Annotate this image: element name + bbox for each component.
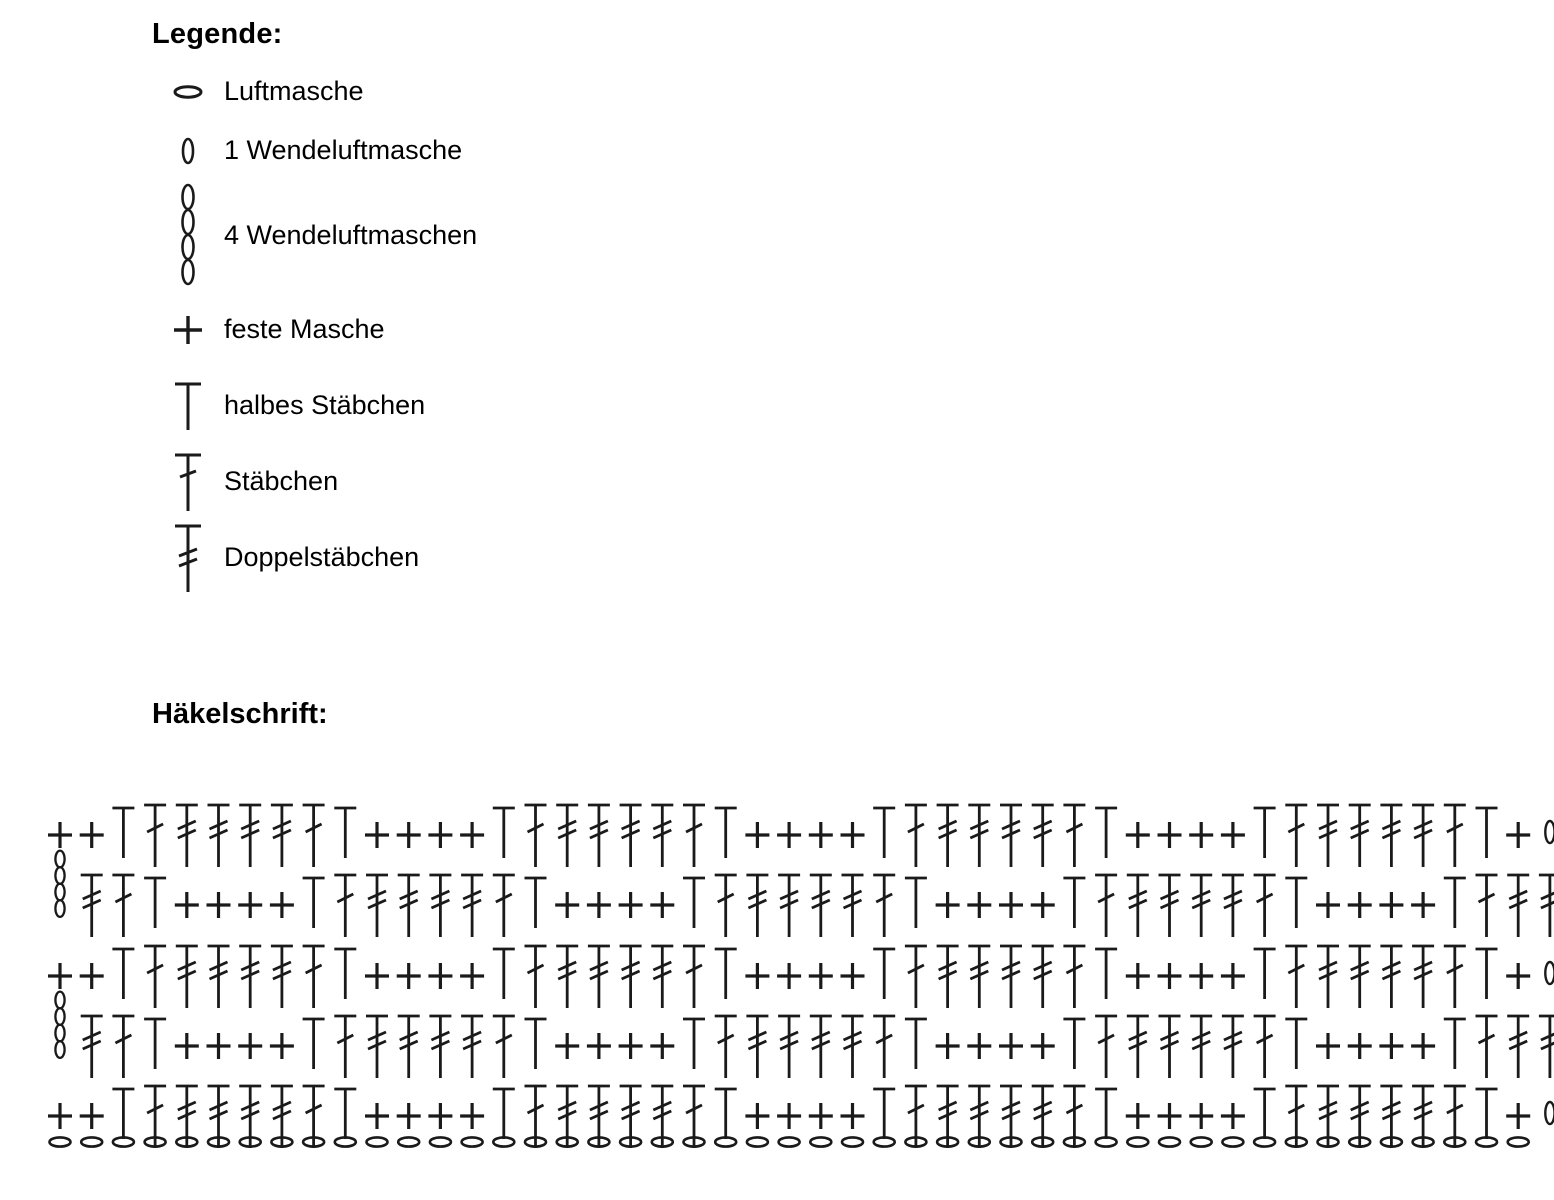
treble-crochet-icon [1349, 805, 1371, 867]
double-crochet-icon [1095, 1016, 1117, 1078]
treble-crochet-icon [1127, 1016, 1149, 1078]
treble-crochet-icon [271, 946, 293, 1008]
legend-item-label: feste Masche [224, 314, 385, 345]
treble-crochet-icon [429, 1016, 451, 1078]
treble-crochet-icon [208, 805, 230, 867]
half-double-crochet-icon [1254, 949, 1276, 999]
single-crochet-plus-icon [650, 892, 674, 918]
single-crochet-plus-icon [936, 1033, 960, 1059]
chart-canvas [0, 780, 1554, 1180]
single-crochet-plus-icon [238, 892, 262, 918]
single-crochet-plus-icon [555, 1033, 579, 1059]
treble-crochet-icon [1317, 805, 1339, 867]
single-crochet-plus-icon [1506, 963, 1530, 989]
single-crochet-plus-icon [428, 822, 452, 848]
double-crochet-icon [1063, 805, 1085, 867]
treble-crochet-icon [1190, 875, 1212, 937]
chain-horizontal-icon [81, 1137, 102, 1146]
chain-horizontal-icon [1159, 1137, 1180, 1146]
single-crochet-plus-icon [809, 963, 833, 989]
half-double-crochet-icon [715, 1089, 737, 1139]
double-crochet-icon [525, 805, 547, 867]
single-crochet-plus-icon [1158, 1103, 1182, 1129]
single-crochet-plus-icon [80, 822, 104, 848]
double-crochet-icon [152, 447, 224, 517]
single-crochet-plus-icon [841, 963, 865, 989]
double-crochet-icon [715, 1016, 737, 1078]
single-crochet-plus-icon [745, 1103, 769, 1129]
treble-crochet-icon [1380, 946, 1402, 1008]
single-crochet-plus-icon [1506, 822, 1530, 848]
single-crochet-plus-icon [365, 1103, 389, 1129]
single-crochet-plus-icon [80, 963, 104, 989]
treble-crochet-icon [152, 518, 224, 598]
treble-crochet-icon [176, 946, 198, 1008]
half-double-crochet-icon [1444, 1019, 1466, 1069]
single-crochet-plus-icon [809, 822, 833, 848]
single-crochet-plus-icon [587, 1033, 611, 1059]
treble-crochet-icon [556, 946, 578, 1008]
legend-list [152, 62, 852, 596]
single-crochet-plus-icon [967, 1033, 991, 1059]
single-crochet-plus-icon [1031, 892, 1055, 918]
single-crochet-plus-icon [207, 892, 231, 918]
treble-crochet-icon [461, 1016, 483, 1078]
treble-crochet-icon [556, 805, 578, 867]
chain-vertical-icon [1545, 821, 1554, 843]
chain-horizontal-icon [810, 1137, 831, 1146]
single-crochet-plus-icon [745, 963, 769, 989]
double-crochet-icon [303, 946, 325, 1008]
treble-crochet-icon [778, 875, 800, 937]
double-crochet-icon [1063, 946, 1085, 1008]
chain-horizontal-icon [398, 1137, 419, 1146]
single-crochet-plus-icon [460, 963, 484, 989]
treble-crochet-icon [810, 875, 832, 937]
single-crochet-plus-icon [48, 822, 72, 848]
treble-crochet-icon [239, 946, 261, 1008]
half-double-crochet-icon [1254, 1089, 1276, 1139]
single-crochet-plus-icon [1189, 1103, 1213, 1129]
treble-crochet-icon [1222, 1016, 1244, 1078]
chart-heading: Häkelschrift: [152, 698, 328, 730]
single-crochet-plus-icon [1316, 892, 1340, 918]
half-double-crochet-icon [1063, 878, 1085, 928]
treble-crochet-icon [1507, 875, 1529, 937]
single-crochet-plus-icon [175, 1033, 199, 1059]
half-double-crochet-icon [1285, 1019, 1307, 1069]
single-crochet-plus-icon [397, 1103, 421, 1129]
treble-crochet-icon [1539, 1016, 1554, 1078]
single-crochet-plus-icon [1221, 1103, 1245, 1129]
double-crochet-icon [1444, 805, 1466, 867]
half-double-crochet-icon [144, 878, 166, 928]
treble-crochet-icon [1032, 805, 1054, 867]
treble-crochet-icon [1349, 946, 1371, 1008]
single-crochet-plus-icon [397, 963, 421, 989]
half-double-crochet-icon [1476, 808, 1498, 858]
single-crochet-plus-icon [1348, 1033, 1372, 1059]
treble-crochet-icon [81, 875, 103, 937]
treble-crochet-icon [271, 805, 293, 867]
half-double-crochet-icon [1254, 808, 1276, 858]
double-crochet-icon [1095, 875, 1117, 937]
single-crochet-plus-icon [841, 1103, 865, 1129]
treble-crochet-icon [778, 1016, 800, 1078]
chain-horizontal-icon [779, 1137, 800, 1146]
treble-crochet-icon [366, 875, 388, 937]
chain-horizontal-icon [1222, 1137, 1243, 1146]
treble-crochet-icon [968, 946, 990, 1008]
treble-crochet-icon [398, 875, 420, 937]
legend-item-doppelstaebchen [152, 520, 852, 596]
half-double-crochet-icon [493, 1089, 515, 1139]
treble-crochet-icon [1190, 1016, 1212, 1078]
single-crochet-plus-icon [48, 963, 72, 989]
legend-heading: Legende: [152, 18, 283, 50]
half-double-crochet-icon [525, 878, 547, 928]
chain-vertical-icon [1545, 1102, 1554, 1124]
chain-horizontal-icon [1191, 1137, 1212, 1146]
double-crochet-icon [1476, 875, 1498, 937]
half-double-crochet-icon [1063, 1019, 1085, 1069]
haekelschrift-chart [0, 780, 1554, 1180]
chain-horizontal-icon [367, 1137, 388, 1146]
double-crochet-icon [334, 875, 356, 937]
half-double-crochet-icon [525, 1019, 547, 1069]
chain-horizontal-icon [842, 1137, 863, 1146]
single-crochet-plus-icon [1126, 822, 1150, 848]
treble-crochet-icon [937, 946, 959, 1008]
double-crochet-icon [144, 805, 166, 867]
half-double-crochet-icon [683, 878, 705, 928]
single-crochet-plus-icon [1189, 963, 1213, 989]
single-crochet-plus-icon [1379, 1033, 1403, 1059]
treble-crochet-icon [1539, 875, 1554, 937]
chain-horizontal-icon [50, 1137, 71, 1146]
single-crochet-plus-icon [365, 963, 389, 989]
treble-crochet-icon [588, 805, 610, 867]
double-crochet-icon [905, 946, 927, 1008]
half-double-crochet-icon [112, 808, 134, 858]
single-crochet-plus-icon [152, 310, 224, 350]
treble-crochet-icon [1507, 1016, 1529, 1078]
treble-crochet-icon [1412, 946, 1434, 1008]
single-crochet-plus-icon [999, 1033, 1023, 1059]
legend-item-luftmasche [152, 62, 852, 122]
chain-horizontal-icon [430, 1137, 451, 1146]
half-double-crochet-icon [873, 808, 895, 858]
half-double-crochet-icon [1476, 1089, 1498, 1139]
treble-crochet-icon [937, 805, 959, 867]
double-crochet-icon [303, 805, 325, 867]
single-crochet-plus-icon [841, 822, 865, 848]
chain-stack-4-icon [152, 184, 224, 288]
half-double-crochet-icon [715, 949, 737, 999]
half-double-crochet-icon [905, 878, 927, 928]
single-crochet-plus-icon [397, 822, 421, 848]
treble-crochet-icon [398, 1016, 420, 1078]
chain-horizontal-icon [747, 1137, 768, 1146]
half-double-crochet-icon [493, 949, 515, 999]
double-crochet-icon [493, 1016, 515, 1078]
single-crochet-plus-icon [809, 1103, 833, 1129]
single-crochet-plus-icon [1348, 892, 1372, 918]
single-crochet-plus-icon [1126, 1103, 1150, 1129]
single-crochet-plus-icon [1221, 963, 1245, 989]
chain-vertical-icon [1545, 962, 1554, 984]
half-double-crochet-icon [1095, 808, 1117, 858]
treble-crochet-icon [1159, 875, 1181, 937]
legend-item-label: Luftmasche [224, 76, 364, 107]
treble-crochet-icon [1000, 805, 1022, 867]
single-crochet-plus-icon [238, 1033, 262, 1059]
double-crochet-icon [525, 946, 547, 1008]
double-crochet-icon [112, 875, 134, 937]
single-crochet-plus-icon [1411, 1033, 1435, 1059]
treble-crochet-icon [968, 805, 990, 867]
treble-crochet-icon [81, 1016, 103, 1078]
single-crochet-plus-icon [428, 1103, 452, 1129]
half-double-crochet-icon [1285, 878, 1307, 928]
double-crochet-icon [1285, 946, 1307, 1008]
treble-crochet-icon [842, 1016, 864, 1078]
double-crochet-icon [905, 805, 927, 867]
single-crochet-plus-icon [650, 1033, 674, 1059]
single-crochet-plus-icon [270, 1033, 294, 1059]
single-crochet-plus-icon [777, 1103, 801, 1129]
half-double-crochet-icon [1095, 1089, 1117, 1139]
single-crochet-plus-icon [936, 892, 960, 918]
half-double-crochet-icon [303, 1019, 325, 1069]
legend-item-staebchen [152, 444, 852, 520]
half-double-crochet-icon [112, 1089, 134, 1139]
half-double-crochet-icon [873, 949, 895, 999]
single-crochet-plus-icon [460, 822, 484, 848]
single-crochet-plus-icon [207, 1033, 231, 1059]
treble-crochet-icon [1032, 946, 1054, 1008]
legend-item-wendeluftmasche [152, 122, 852, 180]
half-double-crochet-icon [334, 808, 356, 858]
treble-crochet-icon [588, 946, 610, 1008]
treble-crochet-icon [239, 805, 261, 867]
single-crochet-plus-icon [1221, 822, 1245, 848]
treble-crochet-icon [1412, 805, 1434, 867]
treble-crochet-icon [746, 1016, 768, 1078]
chain-horizontal-icon [1508, 1137, 1529, 1146]
chart-row [48, 946, 1554, 1008]
treble-crochet-icon [1380, 805, 1402, 867]
treble-crochet-icon [1000, 946, 1022, 1008]
half-double-crochet-icon [303, 878, 325, 928]
double-crochet-icon [493, 875, 515, 937]
single-crochet-plus-icon [48, 1103, 72, 1129]
treble-crochet-icon [1159, 1016, 1181, 1078]
single-crochet-plus-icon [1189, 822, 1213, 848]
single-crochet-plus-icon [999, 892, 1023, 918]
double-crochet-icon [1285, 805, 1307, 867]
treble-crochet-icon [746, 875, 768, 937]
half-double-crochet-icon [683, 1019, 705, 1069]
half-double-crochet-icon [715, 808, 737, 858]
double-crochet-icon [1476, 1016, 1498, 1078]
single-crochet-plus-icon [555, 892, 579, 918]
half-double-crochet-icon [493, 808, 515, 858]
double-crochet-icon [334, 1016, 356, 1078]
single-crochet-plus-icon [777, 822, 801, 848]
double-crochet-icon [1444, 946, 1466, 1008]
treble-crochet-icon [620, 946, 642, 1008]
legend-item-label: halbes Stäbchen [224, 390, 426, 421]
legend-item-halbes-staebchen [152, 368, 852, 444]
legend-item-wendeluftmaschen-4 [152, 180, 852, 292]
legend-item-label: 4 Wendeluftmaschen [224, 220, 478, 251]
half-double-crochet-icon [1476, 949, 1498, 999]
legend-item-feste-masche [152, 292, 852, 368]
double-crochet-icon [1254, 875, 1276, 937]
single-crochet-plus-icon [777, 963, 801, 989]
treble-crochet-icon [651, 805, 673, 867]
treble-crochet-icon [620, 805, 642, 867]
single-crochet-plus-icon [270, 892, 294, 918]
treble-crochet-icon [651, 946, 673, 1008]
treble-crochet-icon [1222, 875, 1244, 937]
treble-crochet-icon [461, 875, 483, 937]
chain-horizontal-icon [1127, 1137, 1148, 1146]
chain-vertical-icon [152, 131, 224, 171]
legend-item-label: Stäbchen [224, 466, 339, 497]
single-crochet-plus-icon [619, 892, 643, 918]
double-crochet-icon [715, 875, 737, 937]
half-double-crochet-icon [873, 1089, 895, 1139]
treble-crochet-icon [208, 946, 230, 1008]
half-double-crochet-icon [112, 949, 134, 999]
single-crochet-plus-icon [1158, 822, 1182, 848]
double-crochet-icon [683, 946, 705, 1008]
single-crochet-plus-icon [175, 892, 199, 918]
legend-item-label: Doppelstäbchen [224, 542, 420, 573]
treble-crochet-icon [842, 875, 864, 937]
single-crochet-plus-icon [365, 822, 389, 848]
double-crochet-icon [144, 946, 166, 1008]
single-crochet-plus-icon [1126, 963, 1150, 989]
half-double-crochet-icon [144, 1019, 166, 1069]
half-double-crochet-icon [905, 1019, 927, 1069]
half-double-crochet-icon [334, 1089, 356, 1139]
single-crochet-plus-icon [967, 892, 991, 918]
single-crochet-plus-icon [1031, 1033, 1055, 1059]
double-crochet-icon [112, 1016, 134, 1078]
treble-crochet-icon [1317, 946, 1339, 1008]
single-crochet-plus-icon [1379, 892, 1403, 918]
chart-row [48, 805, 1554, 867]
single-crochet-plus-icon [80, 1103, 104, 1129]
treble-crochet-icon [429, 875, 451, 937]
treble-crochet-icon [1127, 875, 1149, 937]
single-crochet-plus-icon [428, 963, 452, 989]
single-crochet-plus-icon [460, 1103, 484, 1129]
double-crochet-icon [683, 805, 705, 867]
treble-crochet-icon [366, 1016, 388, 1078]
double-crochet-icon [873, 875, 895, 937]
chain-horizontal-icon [462, 1137, 483, 1146]
half-double-crochet-icon [334, 949, 356, 999]
chain-stack-4-icon [55, 851, 64, 917]
single-crochet-plus-icon [1506, 1103, 1530, 1129]
foundation-chain-row [50, 1137, 1529, 1146]
chain-horizontal-icon [152, 72, 224, 112]
chain-stack-4-icon [55, 992, 64, 1058]
legend-item-label: 1 Wendeluftmasche [224, 135, 463, 166]
single-crochet-plus-icon [587, 892, 611, 918]
treble-crochet-icon [810, 1016, 832, 1078]
treble-crochet-icon [176, 805, 198, 867]
single-crochet-plus-icon [1158, 963, 1182, 989]
half-double-crochet-icon [1444, 878, 1466, 928]
single-crochet-plus-icon [1411, 892, 1435, 918]
single-crochet-plus-icon [619, 1033, 643, 1059]
half-double-crochet-icon [1095, 949, 1117, 999]
single-crochet-plus-icon [1316, 1033, 1340, 1059]
half-double-crochet-icon [152, 376, 224, 436]
double-crochet-icon [873, 1016, 895, 1078]
single-crochet-plus-icon [745, 822, 769, 848]
double-crochet-icon [1254, 1016, 1276, 1078]
